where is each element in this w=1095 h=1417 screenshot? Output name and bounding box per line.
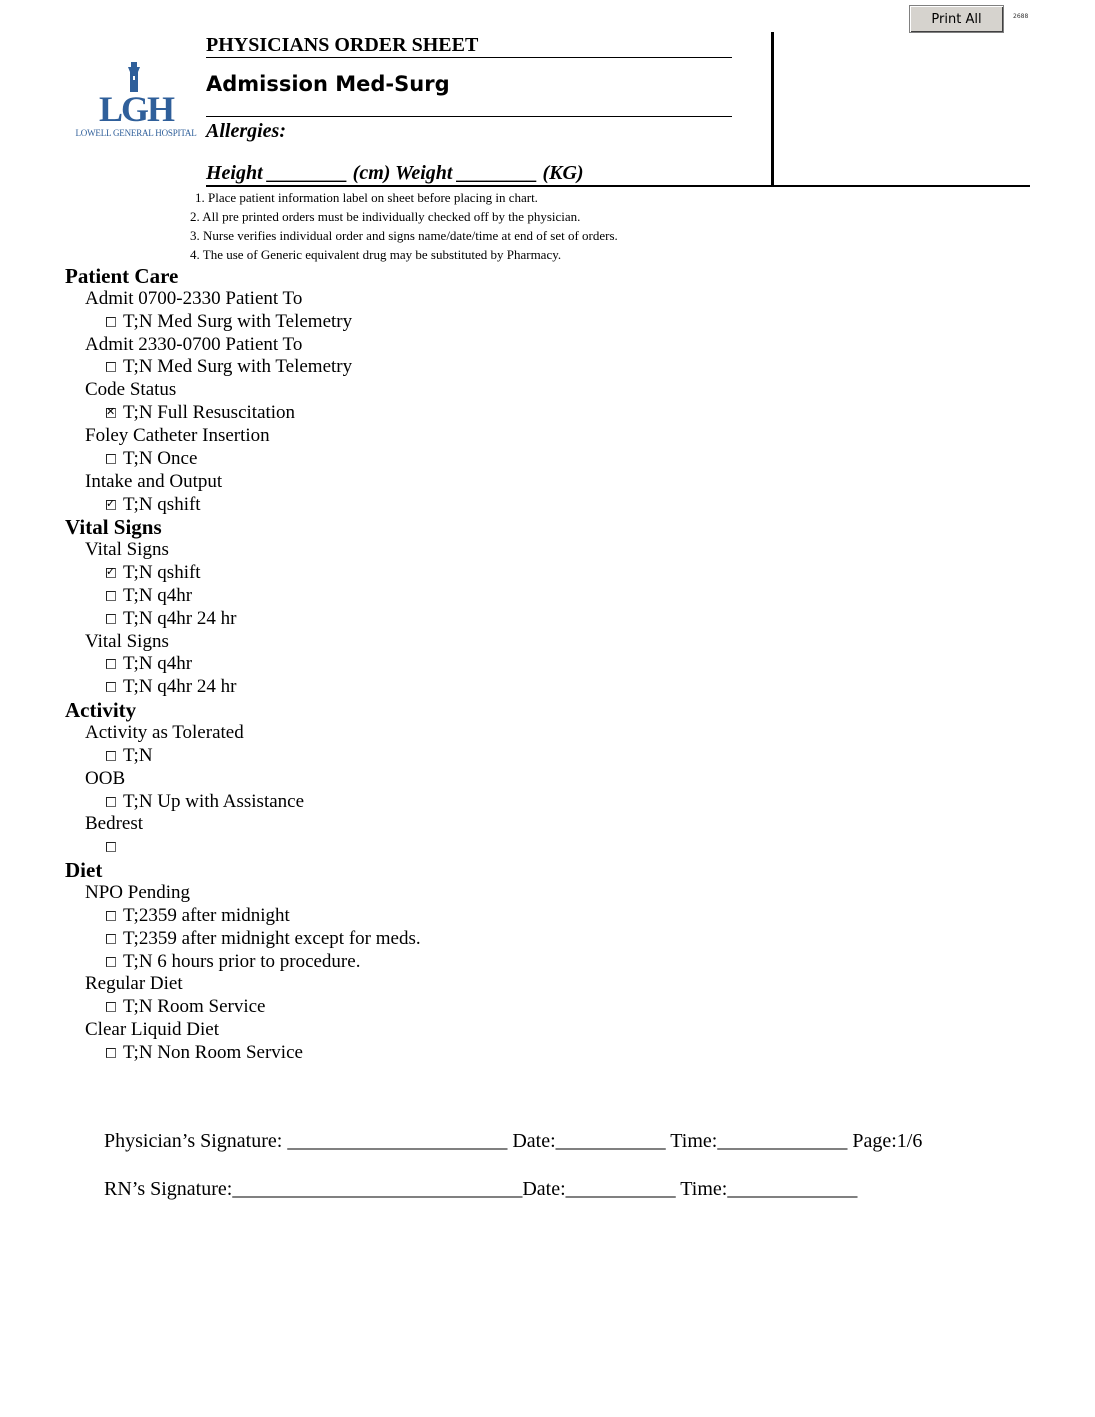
instruction-1: 1. Place patient information label on sheet before placing in chart. — [195, 190, 538, 205]
order-option-label: T;N Med Surg with Telemetry — [123, 356, 353, 377]
order-heading-admit-2330-0700-patient-to: Admit 2330-0700 Patient To — [85, 334, 303, 355]
order-heading-clear-liquid-diet: Clear Liquid Diet — [85, 1019, 220, 1040]
checkbox-unchecked[interactable] — [106, 957, 116, 967]
check-mark-icon: ✓ — [106, 565, 116, 578]
checkbox-unchecked[interactable] — [106, 682, 116, 692]
order-option-label: T;N — [123, 745, 153, 766]
order-option-t-n-6-hours-prior-to-procedure[interactable] — [106, 951, 360, 973]
order-option-t-n-full-resuscitation[interactable] — [106, 402, 295, 424]
header-vertical-divider — [771, 32, 774, 186]
section-heading-vital-signs: Vital Signs — [65, 515, 162, 539]
order-option-label: T;N q4hr — [123, 585, 193, 606]
order-heading-oob: OOB — [85, 768, 126, 789]
checkbox-checked[interactable] — [106, 565, 116, 578]
order-heading-npo-pending: NPO Pending — [85, 882, 191, 903]
checkbox-unchecked[interactable] — [106, 911, 116, 921]
order-heading-intake-and-output: Intake and Output — [85, 471, 223, 492]
allergies-label: Allergies: — [206, 120, 286, 142]
order-heading-activity-as-tolerated: Activity as Tolerated — [85, 722, 244, 743]
order-option-t-n-med-surg-with-telemetry[interactable] — [106, 356, 352, 378]
cross-mark-icon: ✕ — [106, 405, 116, 418]
order-option-t-n-non-room-service[interactable] — [106, 1042, 303, 1064]
order-option-label: T;N Up with Assistance — [123, 791, 305, 812]
checkbox-unchecked[interactable] — [106, 1048, 116, 1058]
header-rule — [206, 116, 732, 117]
checkbox-unchecked[interactable] — [106, 614, 116, 624]
order-option-t-n[interactable] — [106, 745, 153, 767]
order-option-t-2359-after-midnight[interactable] — [106, 905, 290, 927]
order-option-label: T;2359 after midnight except for meds. — [123, 928, 421, 949]
checkbox-unchecked[interactable] — [106, 1002, 116, 1012]
order-option-label: T;N q4hr 24 hr — [123, 608, 237, 629]
order-option-t-n-q4hr[interactable] — [106, 653, 192, 675]
section-heading-activity: Activity — [65, 698, 137, 722]
header-horizontal-divider — [206, 185, 1030, 187]
instruction-3: 3. Nurse verifies individual order and signs name/date/time at end of set of orders. — [190, 228, 618, 243]
order-option-label: T;N Once — [123, 448, 198, 469]
order-option-t-n-once[interactable] — [106, 448, 197, 470]
order-heading-foley-catheter-insertion: Foley Catheter Insertion — [85, 425, 270, 446]
checkbox-checked[interactable] — [106, 497, 116, 510]
check-mark-icon: ✓ — [106, 497, 116, 510]
order-option-label: T;N qshift — [123, 562, 201, 583]
section-heading-patient-care: Patient Care — [65, 264, 179, 288]
checkbox-unchecked[interactable] — [106, 454, 116, 464]
order-option-label: T;N Room Service — [123, 996, 266, 1017]
order-option-t-n-room-service[interactable] — [106, 996, 265, 1018]
order-option-t-n-q4hr[interactable] — [106, 585, 192, 607]
page-code: 2688 — [1013, 13, 1029, 20]
print-all-button[interactable]: Print All — [909, 5, 1004, 33]
order-option-label: T;N Full Resuscitation — [123, 402, 296, 423]
order-heading-bedrest: Bedrest — [85, 813, 144, 834]
order-option-t-n-med-surg-with-telemetry[interactable] — [106, 311, 352, 333]
instruction-4: 4. The use of Generic equivalent drug may be substituted by Pharmacy. — [190, 247, 562, 262]
order-option-blank[interactable] — [106, 836, 123, 858]
order-option-t-n-qshift[interactable] — [106, 494, 201, 516]
instruction-2: 2. All pre printed orders must be individually checked off by the physician. — [190, 209, 581, 224]
height-weight-field: Height ________ (cm) Weight ________ (KG) — [206, 162, 584, 184]
checkbox-unchecked[interactable] — [106, 659, 116, 669]
physician-signature-line[interactable]: Physician’s Signature: ______________________ Date:___________ Time:_____________ Page:1/6 — [104, 1130, 923, 1152]
order-option-label: T;2359 after midnight — [123, 905, 290, 926]
checkbox-unchecked[interactable] — [106, 317, 116, 327]
order-heading-code-status: Code Status — [85, 379, 177, 400]
form-title: Admission Med-Surg — [206, 72, 450, 96]
order-heading-regular-diet: Regular Diet — [85, 973, 183, 994]
hospital-name: LOWELL GENERAL HOSPITAL — [75, 128, 197, 138]
order-option-t-n-q4hr-24-hr[interactable] — [106, 608, 236, 630]
logo-initials: LGH — [98, 89, 174, 129]
checkbox-unchecked[interactable] — [106, 842, 116, 852]
order-option-t-n-q4hr-24-hr[interactable] — [106, 676, 236, 698]
checkbox-unchecked[interactable] — [106, 362, 116, 372]
order-heading-vital-signs: Vital Signs — [85, 631, 169, 652]
order-option-t-n-up-with-assistance[interactable] — [106, 791, 304, 813]
order-option-label: T;N qshift — [123, 494, 201, 515]
checkbox-unchecked[interactable] — [106, 751, 116, 761]
order-heading-admit-0700-2330-patient-to: Admit 0700-2330 Patient To — [85, 288, 303, 309]
checkbox-unchecked[interactable] — [106, 934, 116, 944]
section-heading-diet: Diet — [65, 858, 103, 882]
checkbox-unchecked[interactable] — [106, 591, 116, 601]
rn-signature-line[interactable]: RN’s Signature:_____________________________Date:___________ Time:_____________ — [104, 1178, 858, 1200]
order-option-label: T;N Non Room Service — [123, 1042, 303, 1063]
order-option-t-n-qshift[interactable] — [106, 562, 201, 584]
order-heading-vital-signs: Vital Signs — [85, 539, 169, 560]
order-option-t-2359-after-midnight-except-for-meds[interactable] — [106, 928, 421, 950]
order-option-label: T;N q4hr 24 hr — [123, 676, 237, 697]
sheet-title: PHYSICIANS ORDER SHEET — [206, 34, 732, 58]
checkbox-crossed[interactable] — [106, 405, 116, 418]
checkbox-unchecked[interactable] — [106, 797, 116, 807]
order-option-label: T;N q4hr — [123, 653, 193, 674]
order-option-label: T;N 6 hours prior to procedure. — [123, 951, 361, 972]
order-option-label: T;N Med Surg with Telemetry — [123, 311, 353, 332]
